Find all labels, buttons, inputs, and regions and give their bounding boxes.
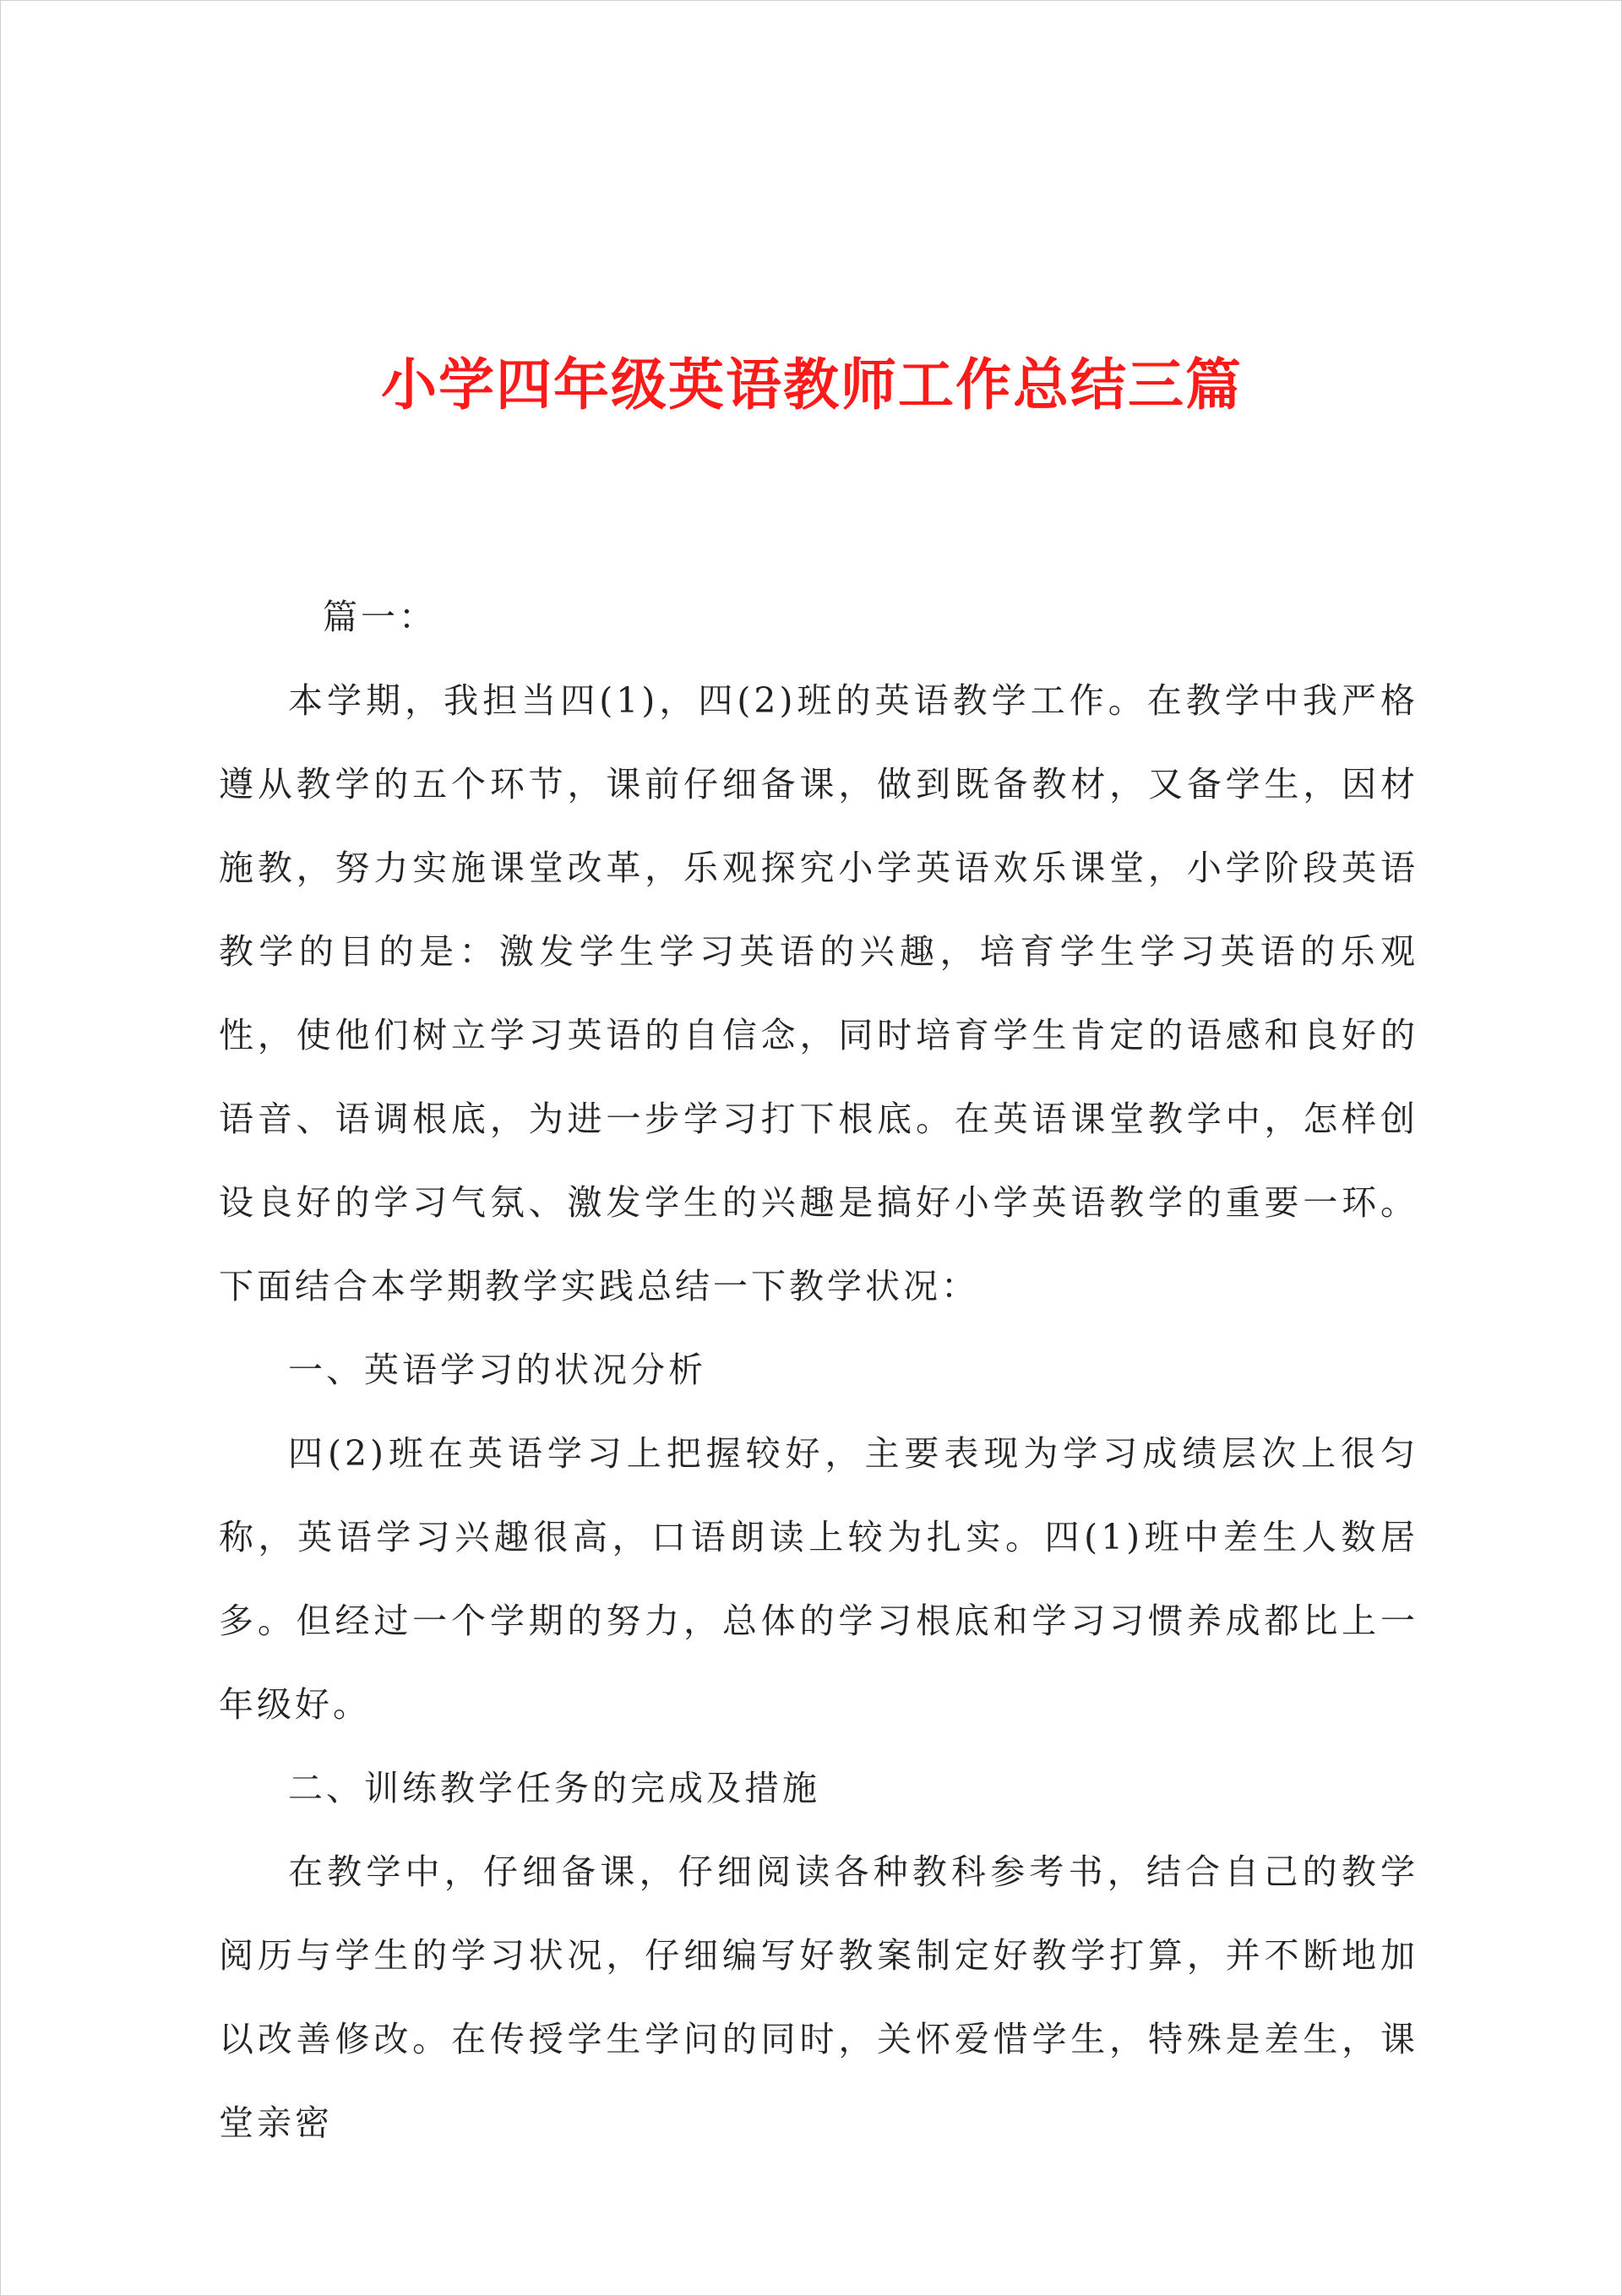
- paragraph-3: 在教学中，仔细备课，仔细阅读各种教科参考书，结合自己的教学阅历与学生的学习状况，仔细编写好教案制定好教学打算，并不断地加以改善修改。在传授学生学问的同时，关怀爱惜学生，特殊是差生，课堂亲密: [219, 1852, 1418, 2143]
- document-body: [219, 575, 1418, 2165]
- section-heading-1: 一、英语学习的状况分析: [288, 1350, 706, 1390]
- paragraph-1: 本学期，我担当四(1)，四(2)班的英语教学工作。在教学中我严格遵从教学的五个环节，课前仔细备课，做到既备教材，又备学生，因材施教，努力实施课堂改革，乐观探究小学英语欢乐课堂，小学阶段英语教学的目的是：激发学生学习英语的兴趣，培育学生学习英语的乐观性，使他们树立学习英语的自信念，同时培育学生肯定的语感和良好的语音、语调根底，为进一步学习打下根底。在英语课堂教学中，怎样创设良好的学习气氛、激发学生的兴趣是搞好小学英语教学的重要一环。下面结合本学期教学实践总结一下教学状况：: [219, 680, 1418, 1306]
- paragraph-2: 四(2)班在英语学习上把握较好，主要表现为学习成绩层次上很匀称，英语学习兴趣很高，口语朗读上较为扎实。四(1)班中差生人数居多。但经过一个学期的努力，总体的学习根底和学习习惯养成都比上一年级好。: [219, 1433, 1418, 1725]
- document-title: 小学四年级英语教师工作总结三篇: [381, 352, 1243, 417]
- section-label: 篇一：: [323, 597, 437, 637]
- section-heading-2: 二、训练教学任务的完成及措施: [288, 1768, 820, 1808]
